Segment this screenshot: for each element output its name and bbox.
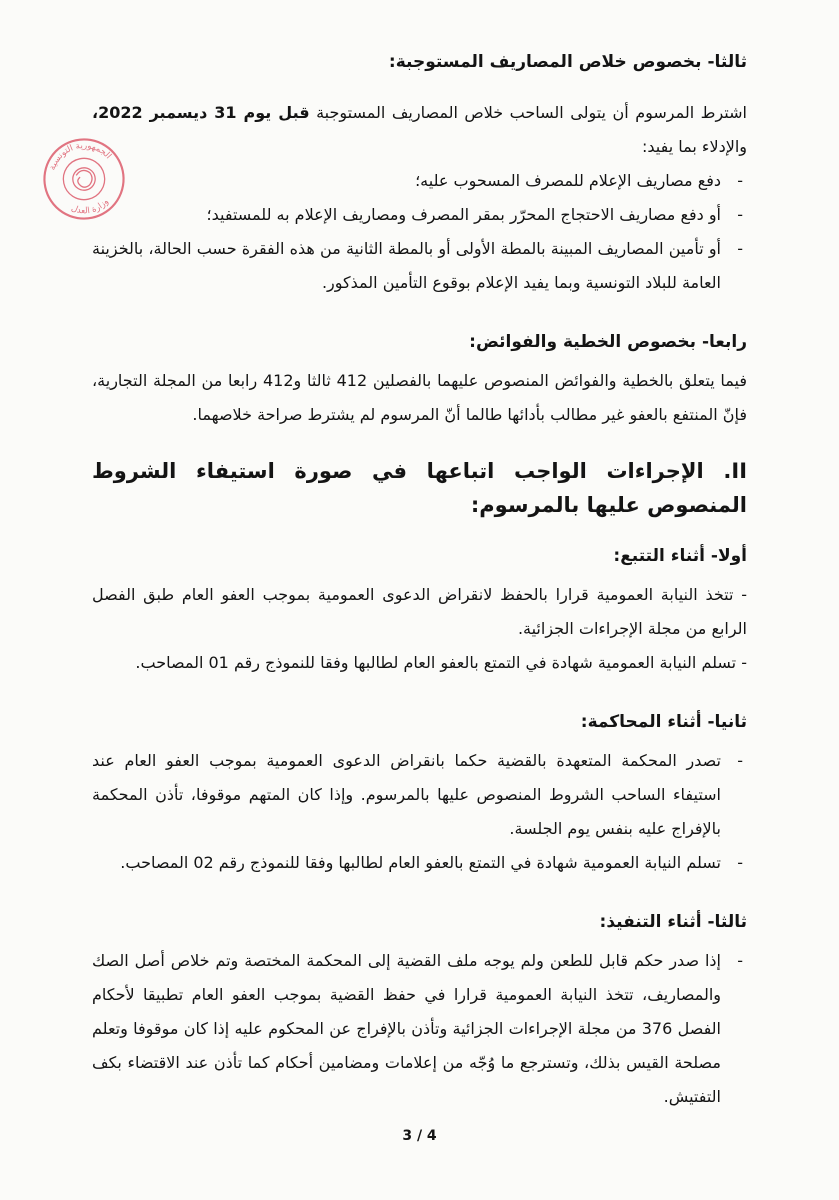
- section3-bullets: [92, 164, 747, 300]
- part2-number: II.: [723, 459, 748, 483]
- second-bullets: [92, 744, 747, 880]
- page-number: 3 / 4: [402, 1128, 437, 1144]
- seal-text-bottom: وزارة العدل: [69, 197, 111, 217]
- list-item: - تصدر المحكمة المتعهدة بالقضية حكما بانقراض الدعوى العمومية بموجب العفو العام عند استيفاء الساحب الشروط المنصوص عليها بالمرسوم. وإذا كان المتهم موقوفا، تأذن المحكمة بالإفراج عليه بنفس يوم الجلسة.: [92, 744, 747, 846]
- section3-intro-b: والإدلاء بما يفيد:: [642, 137, 747, 156]
- third-heading: ثالثا- أثناء التنفيذ:: [599, 912, 747, 932]
- section3-heading: ثالثا- بخصوص خلاص المصاريف المستوجبة:: [388, 52, 747, 72]
- third-bullets: [92, 944, 747, 1114]
- list-item: - إذا صدر حكم قابل للطعن ولم يوجه ملف القضية إلى المحكمة المختصة وتم خلاص أصل الصك والمصاريف، تتخذ النيابة العمومية قرارا في حفظ القضية بموجب العفو العام تطبيقا لأحكام الفصل 376 من مجلة الإجراءات الجزائية وتأذن بالإفراج عن المحكوم عليه إذا كان موقوفا وتعلم مصلحة القيس بذلك، وتسترجع ما وُجّه من إعلامات ومضامين أحكام كما تأذن عند الاقتضاء بكف التفتيش.: [92, 944, 747, 1114]
- list-item: - دفع مصاريف الإعلام للمصرف المسحوب عليه؛: [92, 164, 747, 198]
- list-item: - أو تأمين المصاريف المبينة بالمطة الأولى أو بالمطة الثانية من هذه الفقرة حسب الحالة، بالخزينة العامة للبلاد التونسية وبما يفيد الإعلام بوقوع التأمين المذكور.: [92, 232, 747, 300]
- list-item: - تسلم النيابة العمومية شهادة في التمتع بالعفو العام لطالبها وفقا للنموذج رقم 02 المصاحب.: [92, 846, 747, 880]
- first-heading: أولا- أثناء التتبع:: [613, 546, 747, 566]
- list-item: - أو دفع مصاريف الاحتجاج المحرّر بمقر المصرف ومصاريف الإعلام به للمستفيد؛: [92, 198, 747, 232]
- part2-title-text: الإجراءات الواجب اتباعها في صورة استيفاء الشروط المنصوص عليها بالمرسوم:: [92, 459, 747, 517]
- section3-intro: [92, 96, 747, 164]
- seal-icon: [33, 128, 135, 230]
- section4-heading: رابعا- بخصوص الخطية والفوائض:: [469, 332, 747, 352]
- second-heading: ثانيا- أثناء المحاكمة:: [580, 712, 747, 732]
- first-item-1: - تتخذ النيابة العمومية قرارا بالحفظ لانقراض الدعوى العمومية بموجب العفو العام طبق الفصل الرابع من مجلة الإجراءات الجزائية.: [92, 585, 747, 638]
- first-item-2: - تسلم النيابة العمومية شهادة في التمتع بالعفو العام لطالبها وفقا للنموذج رقم 01 المصاحب.: [135, 653, 747, 672]
- section4-text: فيما يتعلق بالخطية والفوائض المنصوص عليهما بالفصلين 412 ثالثا و412 رابعا من المجلة التجارية، فإنّ المنتفع بالعفو غير مطالب بأدائها طالما أنّ المرسوم لم يشترط صراحة خلاصهما.: [92, 371, 748, 424]
- part2-title: [92, 454, 747, 522]
- section3-intro-a: اشترط المرسوم أن يتولى الساحب خلاص المصاريف المستوجبة: [309, 103, 747, 122]
- section3-intro-deadline: قبل يوم 31 ديسمبر 2022،: [92, 103, 310, 122]
- seal-text-top: الجمهورية التونسية: [47, 140, 114, 172]
